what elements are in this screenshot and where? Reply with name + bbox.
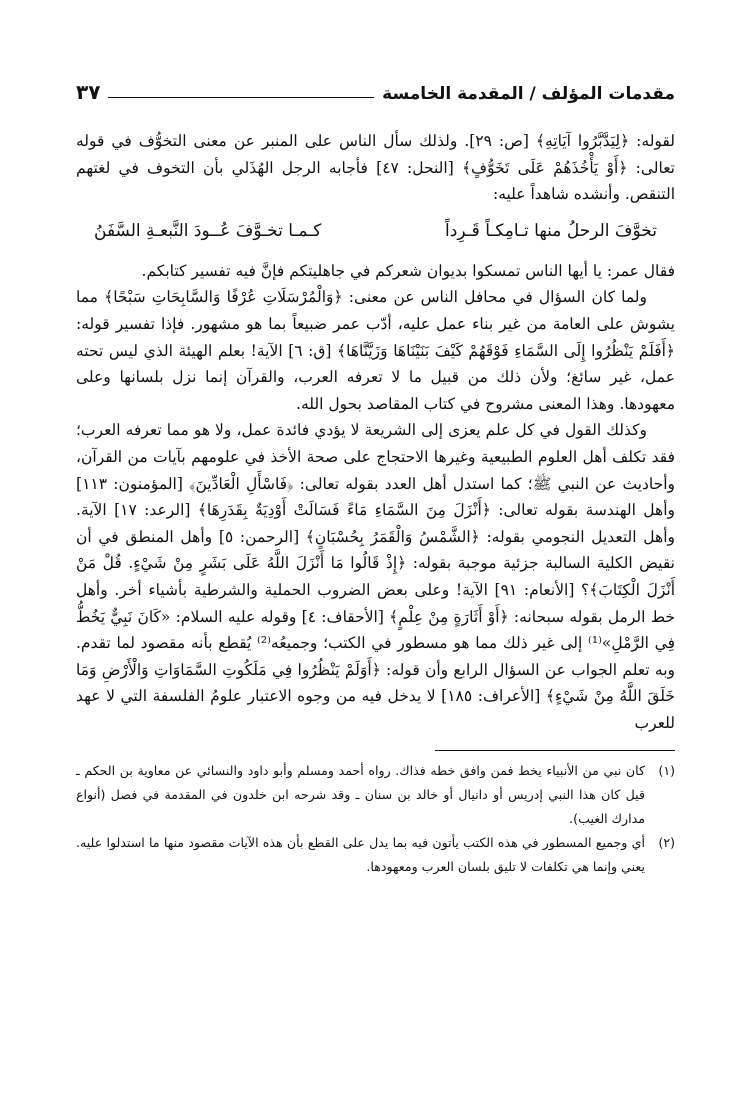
footnote-number: (٢) (658, 835, 675, 851)
poetry-verse (76, 208, 675, 258)
footnote-text: كان نبي من الأنبياء يخط فمن وافق خطه فذاك. رواه أحمد ومسلم وأبو داود والنسائي عن معاوية بن الحكم ـ قيل كان هذا النبي إدريس أو دانيال أو خالد بن سنان ـ وقد شرحه ابن خلدون في المقدمة في فصل (أنواع مدارك الغيب). (76, 763, 645, 827)
verse-first-hemistich: تخوَّفَ الرحلُ منها تـامِكـاً قَـرِداً (445, 220, 657, 241)
main-text (76, 128, 675, 736)
paragraph-2: فقال عمر: يا أيها الناس تمسكوا بديوان شعركم في جاهليتكم فإنَّ فيه تفسير كتابكم. (141, 261, 675, 280)
paragraph-4: وكذلك القول في كل علم يعزى إلى الشريعة لا يؤدي فائدة عمل، ولا هو مما تعرفه العرب؛ فقد تكلف أهل العلوم الطبيعية وغيرها الاحتجاج على صحة الأخذ في علومهم بآيات من القرآن، وأحاديث عن النبي ﷺ؛ كما استدل أهل العدد بقوله تعالى: ﴿فَاسْأَلِ الْعَادِّينَ﴾ [المؤمنون: ١١٣] وأهل الهندسة بقوله تعالى: ﴿أَنْزَلَ مِنَ السَّمَاءِ مَاءً فَسَالَتْ أَوْدِيَةٌ بِقَدَرِهَا﴾ [الرعد: ١٧] الآية. وأهل التعديل النجومي بقوله: ﴿الشَّمْسُ وَالْقَمَرُ بِحُسْبَانٍ﴾ [الرحمن: ٥] وأهل المنطق في أن نقيض الكلية السالبة جزئية موجبة بقوله: ﴿إِذْ قَالُوا مَا أَنْزَلَ اللَّهُ عَلَى بَشَرٍ مِنْ شَيْءٍ. قُلْ مَنْ أَنْزَلَ الْكِتَابَ﴾؟ [الأنعام: ٩١] الآية! وعلى بعض الضروب الحملية والشرطية بأشياء أخر. وأهل خط الرمل بقوله سبحانه: ﴿أَوْ أَثَارَةٍ مِنْ عِلْمٍ﴾ [الأحقاف: ٤] وقوله عليه السلام: «كَانَ نَبِيٌّ يَخُطُّ فِي الرَّمْلِ»⁽¹⁾ إلى غير ذلك مما هو مسطور في الكتب؛ وجميعُه⁽²⁾ يُقطع بأنه مقصود لما تقدم. وبه تعلم الجواب عن السؤال الرابع وأن قوله: ﴿أَوَلَمْ يَنْظُرُوا فِي مَلَكُوتِ السَّمَاوَاتِ وَالْأَرْضِ وَمَا خَلَقَ اللَّهُ مِنْ شَيْءٍ﴾ [الأعراف: ١٨٥] لا يدخل فيه من وجوه الاعتبار علومُ الفلسفة التي لا عهد للعرب (76, 421, 676, 732)
header-rule (108, 97, 374, 98)
running-header (76, 74, 675, 104)
footnotes (76, 759, 675, 879)
footnote-1 (76, 759, 675, 831)
verse-second-hemistich: كـمـا تخـوَّفَ عُــودَ النَّبعـةِ السَّفَنُ (94, 220, 322, 241)
page-number: ٣٧ (76, 80, 101, 104)
footnote-separator (435, 750, 675, 751)
footnote-number: (١) (658, 763, 675, 779)
paragraph-1: لقوله: ﴿لِيَدَّبَّرُوا آيَاتِهِ﴾ [ص: ٢٩]. ولذلك سأل الناس على المنبر عن معنى التخوُّف في قوله تعالى: ﴿أَوْ يَأْخُذَهُمْ عَلَى تَخَوُّفٍ﴾ [النحل: ٤٧] فأجابه الرجل الهُذَلي بأن التخوف في لغتهم التنقص. وأنشده شاهداً عليه: (76, 132, 675, 204)
footnote-2 (76, 831, 675, 879)
footnote-text: أي وجميع المسطور في هذه الكتب يأتون فيه بما يدل على القطع بأن هذه الآيات مقصود منها ما استدلوا عليه. يعني وإنما هي تكلفات لا تليق بلسان العرب ومعهودها. (76, 835, 645, 875)
paragraph-3: ولما كان السؤال في محافل الناس عن معنى: ﴿وَالْمُرْسَلَاتِ عُرْفًا وَالسَّابِحَاتِ سَبْحًا﴾ مما يشوش على العامة من غير بناء عمل عليه، أدّب عمر ضبيعاً بما هو مشهور. فإذا تفسير قوله: ﴿أَفَلَمْ يَنْظُرُوا إِلَى السَّمَاءِ فَوْقَهُمْ كَيْفَ بَنَيْنَاهَا وَزَيَّنَّاهَا﴾ [ق: ٦] الآية! بعلم الهيئة الذي ليس تحته عمل، غير سائغ؛ ولأن ذلك من قبيل ما لا تعرفه العرب، والقرآن إنما نزل بلسانها وعلى معهودها. وهذا المعنى مشروح في كتاب المقاصد بحول الله. (76, 288, 675, 413)
header-title: مقدمات المؤلف / المقدمة الخامسة (382, 84, 675, 104)
